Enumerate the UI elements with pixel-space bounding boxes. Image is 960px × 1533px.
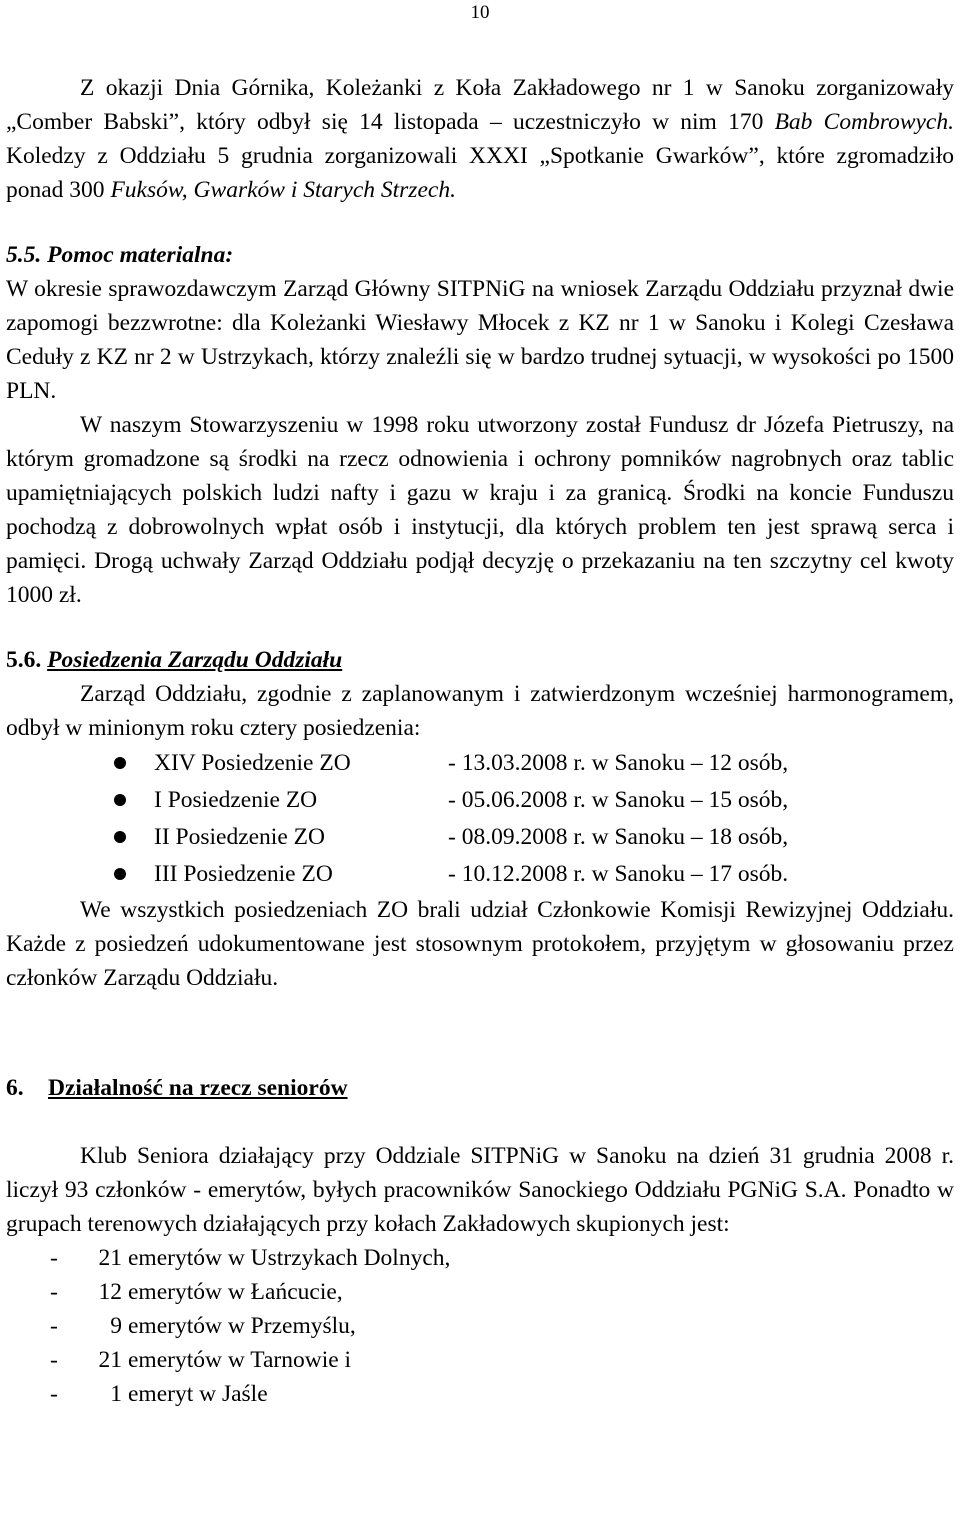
list-item <box>6 1275 954 1309</box>
meeting-detail: - 10.12.2008 r. w Sanoku – 17 osób. <box>448 861 789 887</box>
list-item <box>6 1343 954 1377</box>
group-count: 21 <box>98 1347 122 1373</box>
dash-marker: - <box>50 1381 58 1407</box>
group-count: 21 <box>98 1245 122 1271</box>
list-item <box>6 1241 954 1275</box>
meeting-detail: - 08.09.2008 r. w Sanoku – 18 osób, <box>448 824 789 850</box>
list-item <box>6 856 954 893</box>
meeting-detail: - 13.03.2008 r. w Sanoku – 12 osób, <box>448 750 789 776</box>
list-item <box>6 745 954 782</box>
meeting-name: I Posiedzenie ZO <box>154 787 318 813</box>
intro-text-3: Koledzy z Oddziału 5 grudnia zorganizowali XXXI „Spotkanie Gwarków”, które zgromadziło ponad 300 <box>6 143 954 203</box>
dash-marker: - <box>50 1245 58 1271</box>
group-text: emerytów w Przemyślu, <box>128 1313 356 1339</box>
page-number: 10 <box>470 2 490 23</box>
bullet-icon <box>114 868 126 880</box>
intro-text-4: Fuksów, Gwarków i Starych Strzech. <box>110 177 456 203</box>
bullet-icon <box>114 794 126 806</box>
group-text: emerytów w Tarnowie i <box>128 1347 352 1373</box>
group-count: 9 <box>110 1313 122 1339</box>
section-5-6-intro: Zarząd Oddziału, zgodnie z zaplanowanym i zatwierdzonym wcześniej harmonogramem, odbył w minionym roku cztery posiedzenia: <box>6 681 954 741</box>
group-text: emeryt w Jaśle <box>128 1381 268 1407</box>
meeting-name: III Posiedzenie ZO <box>154 861 333 887</box>
dash-marker: - <box>50 1279 58 1305</box>
bullet-icon <box>114 831 126 843</box>
section-5-6-number: 5.6. <box>6 647 42 673</box>
senior-groups-list <box>6 1241 954 1411</box>
list-item <box>6 1377 954 1411</box>
list-item <box>6 782 954 819</box>
meeting-name: II Posiedzenie ZO <box>154 824 325 850</box>
intro-text-2: Bab Combrowych. <box>774 109 954 135</box>
dash-marker: - <box>50 1313 58 1339</box>
list-item <box>6 1309 954 1343</box>
section-6-number: 6. <box>6 1075 24 1101</box>
group-text: emerytów w Łańcucie, <box>128 1279 343 1305</box>
intro-text-1: Z okazji Dnia Górnika, Koleżanki z Koła Zakładowego nr 1 w Sanoku zorganizowały „Comber Babski”, który odbył się 14 listopada – uczestniczyło w nim 170 <box>6 75 954 135</box>
section-5-6-closing: We wszystkich posiedzeniach ZO brali udział Członkowie Komisji Rewizyjnej Oddziału. Każde z posiedzeń udokumentowane jest stosownym protokołem, przyjętym w głosowaniu przez członków Zarządu Oddziału. <box>6 897 954 991</box>
meetings-list <box>6 745 954 893</box>
meeting-detail: - 05.06.2008 r. w Sanoku – 15 osób, <box>448 787 789 813</box>
section-5-5-paragraph-1: W okresie sprawozdawczym Zarząd Główny SITPNiG na wniosek Zarządu Oddziału przyznał dwie zapomogi bezzwrotne: dla Koleżanki Wiesławy Młocek z KZ nr 1 w Sanoku i Kolegi Czesława Ceduły z KZ nr 2 w Ustrzykach, którzy znaleźli się w bardzo trudnej sytuacji, w wysokości po 1500 PLN. <box>6 276 954 404</box>
bullet-icon <box>114 757 126 769</box>
group-count: 12 <box>98 1279 122 1305</box>
section-6-title: Działalność na rzecz seniorów <box>48 1075 348 1101</box>
section-5-5-paragraph-2: W naszym Stowarzyszeniu w 1998 roku utworzony został Fundusz dr Józefa Pietruszy, na którym gromadzone są środki na rzecz odnowienia i ochrony pomników nagrobnych oraz tablic upamiętniających polskich ludzi nafty i gazu w kraju i za granicą. Środki na koncie Funduszu pochodzą z dobrowolnych wpłat osób i instytucji, dla których problem ten jest sprawą serca i pamięci. Drogą uchwały Zarząd Oddziału podjął decyzję o przekazaniu na ten szczytny cel kwoty 1000 zł. <box>6 412 954 608</box>
section-5-5-title: 5.5. Pomoc materialna: <box>6 242 234 268</box>
intro-paragraph <box>6 71 954 207</box>
group-count: 1 <box>110 1381 122 1407</box>
section-5-6-title: Posiedzenia Zarządu Oddziału <box>47 647 343 673</box>
group-text: emerytów w Ustrzykach Dolnych, <box>128 1245 451 1271</box>
dash-marker: - <box>50 1347 58 1373</box>
page-content <box>6 71 954 1411</box>
meeting-name: XIV Posiedzenie ZO <box>154 750 351 776</box>
section-5-6-heading <box>6 643 954 677</box>
section-6-heading <box>6 1071 954 1105</box>
list-item <box>6 819 954 856</box>
section-6-paragraph: Klub Seniora działający przy Oddziale SITPNiG w Sanoku na dzień 31 grudnia 2008 r. liczył 93 członków - emerytów, byłych pracowników Sanockiego Oddziału PGNiG S.A. Ponadto w grupach terenowych działających przy kołach Zakładowych skupionych jest: <box>6 1143 954 1237</box>
